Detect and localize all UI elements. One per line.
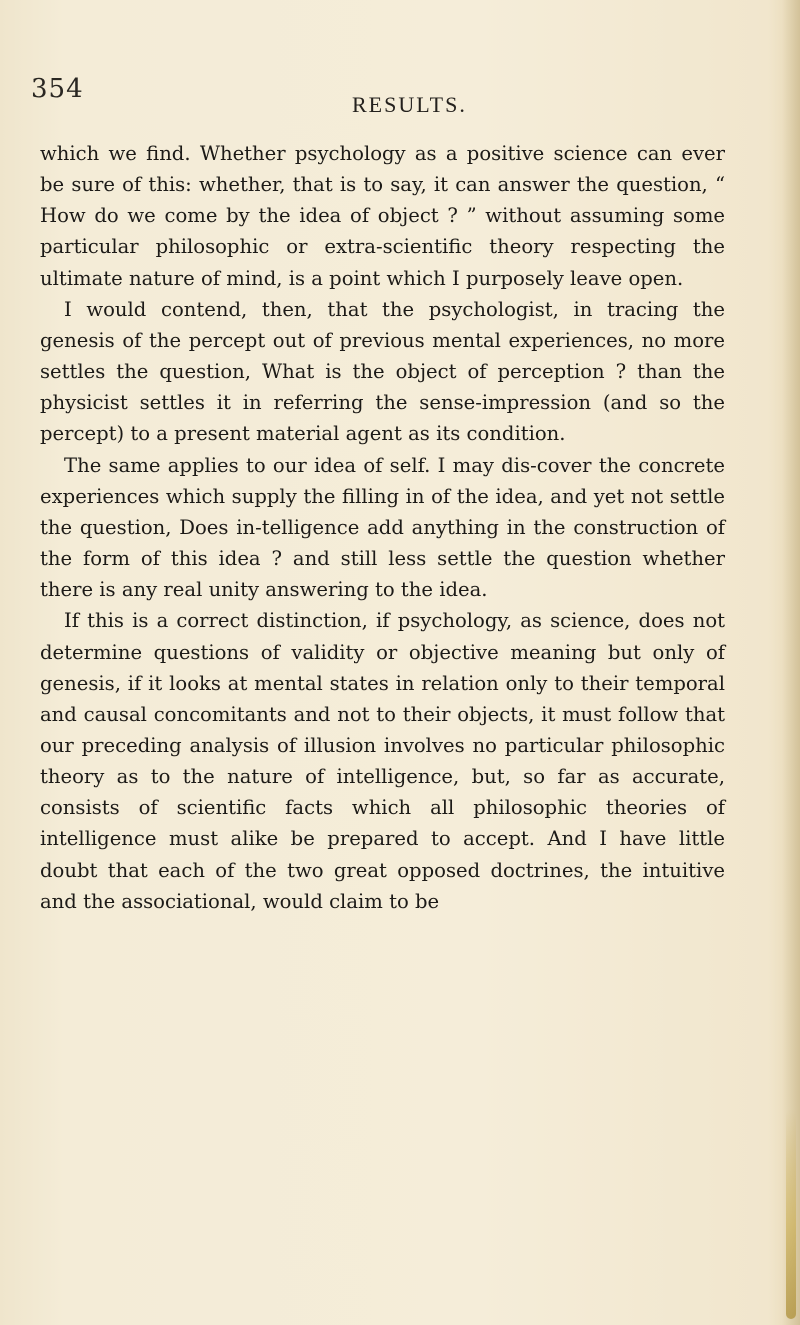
paragraph: which we find. Whether psychology as a positive science can ever be sure of this: whether, that is to say, it can answer the question, “ How do we come by the idea of object ? ” without assuming some particular philosophic or extra-scientific theory respecting the ultimate nature of mind, is a point which I purposely leave open. [40, 142, 725, 290]
body-text [40, 138, 725, 917]
page-header [0, 74, 800, 117]
page-stain [786, 1109, 796, 1319]
paragraph: I would contend, then, that the psychologist, in tracing the genesis of the percept out of previous mental experiences, no more settles the question, What is the object of perception ? than the physicist settles it in referring the sense-impression (and so the percept) to a present material agent as its condition. [40, 297, 725, 446]
running-head: RESULTS. [352, 92, 467, 117]
paragraph: The same applies to our idea of self. I may dis-cover the concrete experiences which supply the filling in of the idea, and yet not settle the question, Does in-telligence add anything in the construction of the form of this idea ? and still less settle the question whether there is any real unity answering to the idea. [40, 453, 725, 602]
page-number: 354 [31, 74, 84, 104]
paragraph: If this is a correct distinction, if psychology, as science, does not determine questions of validity or objective meaning but only of genesis, if it looks at mental states in relation only to their temporal and causal concomitants and not to their objects, it must follow that our preceding analysis of illusion involves no particular philosophic theory as to the nature of intelligence, but, so far as accurate, consists of scientific facts which all philosophic theories of intelligence must alike be prepared to accept. And I have little doubt that each of the two great opposed doctrines, the intuitive and the associational, would claim to be [40, 609, 725, 913]
